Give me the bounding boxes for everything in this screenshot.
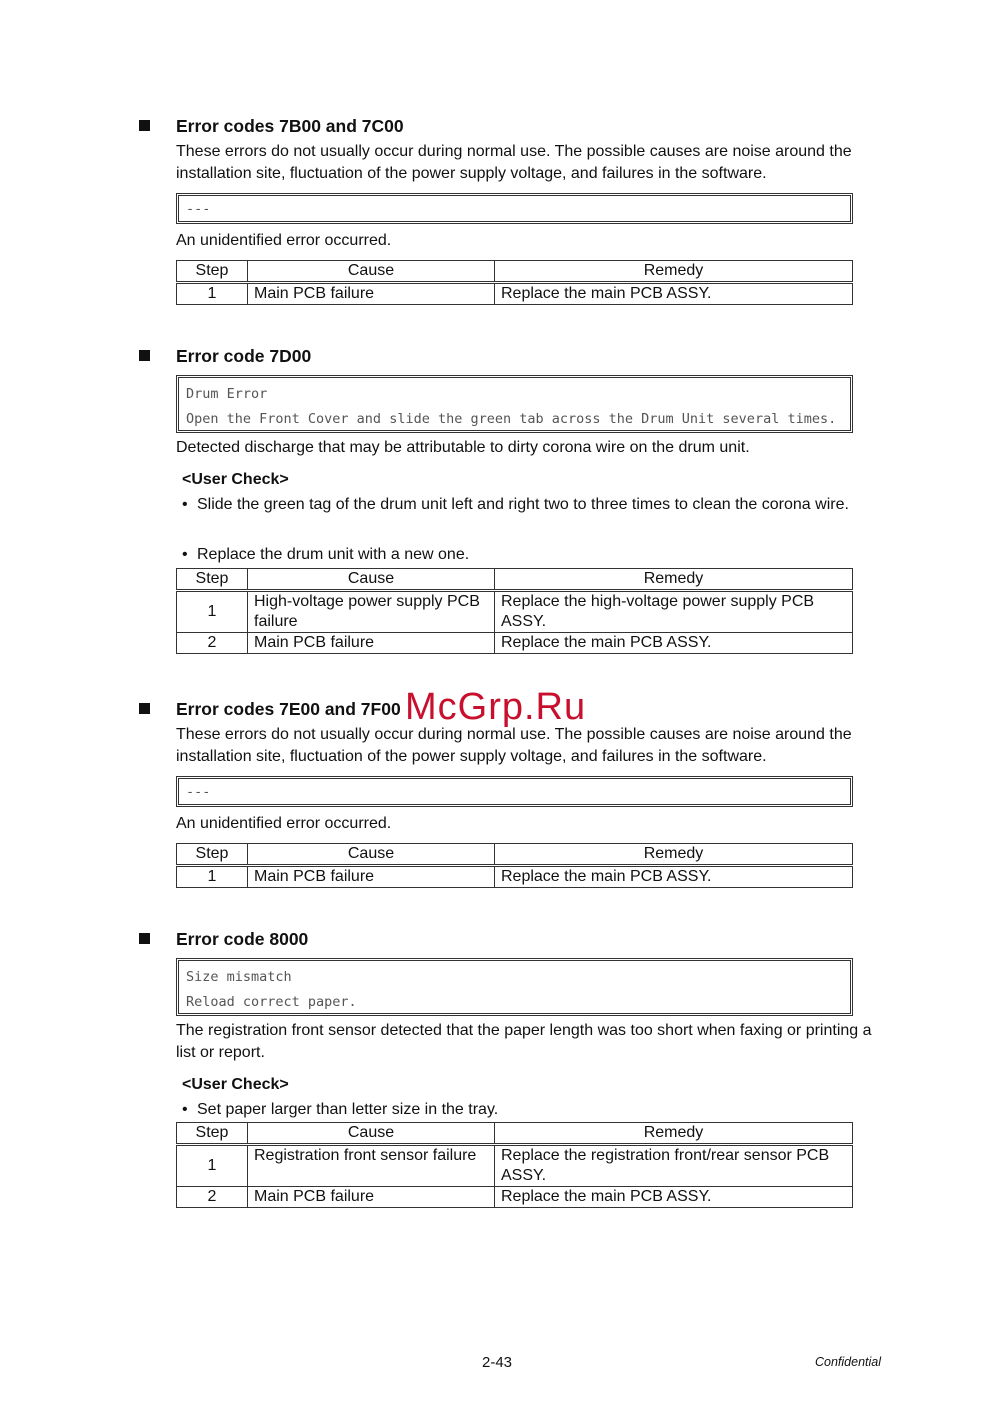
step-cell: 1 — [177, 591, 248, 633]
lcd-message-box — [176, 776, 853, 807]
lcd-message-box — [176, 193, 853, 224]
header-step: Step — [177, 844, 248, 866]
header-remedy: Remedy — [495, 844, 853, 866]
cause-cell: Registration front sensor failure — [248, 1145, 495, 1187]
header-step: Step — [177, 1123, 248, 1145]
section-intro: These errors do not usually occur during normal use. The possible causes are noise around the installation site, fluctuation of the power supply voltage, and failures in the software. — [176, 143, 852, 182]
cause-cell: High-voltage power supply PCB failure — [248, 591, 495, 633]
lcd-line: --- — [186, 201, 211, 217]
section-heading: Error code 8000 — [176, 929, 309, 949]
user-check-item: • Slide the green tag of the drum unit left and right two to three times to clean the corona wire. — [182, 494, 852, 516]
lcd-message-box — [176, 375, 853, 433]
remedy-cell: Replace the registration front/rear sensor PCB ASSY. — [495, 1145, 853, 1187]
watermark-text: McGrp.Ru — [405, 686, 587, 728]
bullet-dot-icon: • — [182, 1101, 188, 1118]
header-step: Step — [177, 261, 248, 283]
bullet-square-icon — [139, 703, 150, 714]
bullet-square-icon — [139, 933, 150, 944]
table-row — [177, 1187, 853, 1208]
user-check-item: • Set paper larger than letter size in the tray. — [182, 1099, 852, 1121]
header-remedy: Remedy — [495, 569, 853, 591]
remedy-cell: Replace the main PCB ASSY. — [495, 283, 853, 305]
lcd-line: Reload correct paper. — [186, 994, 357, 1010]
bullet-dot-icon: • — [182, 496, 188, 513]
error-description: An unidentified error occurred. — [176, 815, 392, 832]
section-intro: These errors do not usually occur during normal use. The possible causes are noise around the installation site, fluctuation of the power supply voltage, and failures in the software. — [176, 726, 852, 765]
cause-cell: Main PCB failure — [248, 283, 495, 305]
error-description: Detected discharge that may be attributable to dirty corona wire on the drum unit. — [176, 439, 750, 456]
page-number: 2-43 — [482, 1354, 513, 1371]
error-table — [176, 843, 853, 888]
table-row — [177, 1145, 853, 1187]
bullet-square-icon — [139, 120, 150, 131]
error-table — [176, 568, 853, 654]
remedy-cell: Replace the high-voltage power supply PCB ASSY. — [495, 591, 853, 633]
section-heading: Error code 7D00 — [176, 346, 312, 366]
user-check-item: • Replace the drum unit with a new one. — [182, 544, 852, 566]
header-cause: Cause — [248, 844, 495, 866]
header-remedy: Remedy — [495, 261, 853, 283]
lcd-message-box — [176, 958, 853, 1016]
cause-cell: Main PCB failure — [248, 1187, 495, 1208]
section-heading: Error codes 7E00 and 7F00 — [176, 699, 401, 719]
error-description: An unidentified error occurred. — [176, 232, 392, 249]
header-step: Step — [177, 569, 248, 591]
user-check-title: <User Check> — [182, 471, 289, 488]
cause-cell: Main PCB failure — [248, 633, 495, 654]
error-table — [176, 260, 853, 305]
table-header-row — [177, 844, 853, 866]
table-row — [177, 591, 853, 633]
step-cell: 1 — [177, 866, 248, 888]
lcd-line: Size mismatch — [186, 969, 292, 985]
table-header-row — [177, 261, 853, 283]
remedy-cell: Replace the main PCB ASSY. — [495, 633, 853, 654]
header-remedy: Remedy — [495, 1123, 853, 1145]
step-cell: 2 — [177, 633, 248, 654]
remedy-cell: Replace the main PCB ASSY. — [495, 866, 853, 888]
lcd-line: --- — [186, 784, 211, 800]
header-cause: Cause — [248, 261, 495, 283]
section-heading: Error codes 7B00 and 7C00 — [176, 116, 404, 136]
cause-cell: Main PCB failure — [248, 866, 495, 888]
confidential-label: Confidential — [815, 1355, 882, 1369]
error-description: The registration front sensor detected that the paper length was too short when faxing or printing a list or report. — [176, 1022, 872, 1061]
table-row — [177, 633, 853, 654]
header-cause: Cause — [248, 569, 495, 591]
lcd-line: Drum Error — [186, 386, 268, 402]
error-table — [176, 1122, 853, 1208]
table-row — [177, 866, 853, 888]
bullet-square-icon — [139, 350, 150, 361]
table-header-row — [177, 569, 853, 591]
table-row — [177, 283, 853, 305]
lcd-line: Open the Front Cover and slide the green tab across the Drum Unit several times. — [186, 411, 837, 427]
table-header-row — [177, 1123, 853, 1145]
remedy-cell: Replace the main PCB ASSY. — [495, 1187, 853, 1208]
step-cell: 2 — [177, 1187, 248, 1208]
header-cause: Cause — [248, 1123, 495, 1145]
step-cell: 1 — [177, 1145, 248, 1187]
step-cell: 1 — [177, 283, 248, 305]
user-check-title: <User Check> — [182, 1076, 289, 1093]
bullet-dot-icon: • — [182, 546, 188, 563]
